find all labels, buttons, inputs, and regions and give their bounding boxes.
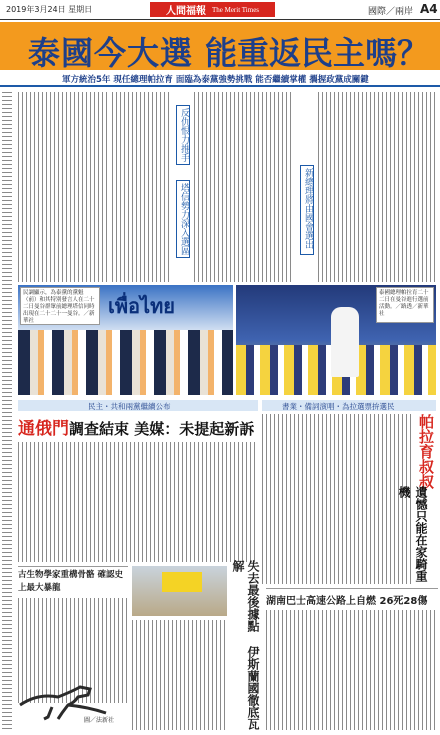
brand-en: The Merit Times [211, 5, 260, 14]
photo-left-caption-box [20, 287, 100, 325]
side-label-c-box [300, 165, 314, 255]
photo-left-caption: 民調顯示，為泰黨的黨魁（前）和其特別發言人在二十二日曼谷群眾前總理塔信同時出現在二十二十一曼谷。／新華社 [23, 290, 95, 324]
thai-kicker-bar [262, 400, 436, 411]
hunan-article-body [266, 610, 438, 730]
thai-side-headline-red: 帕拉育叔叔 [417, 414, 435, 489]
side-label-b: 塔信勢力深入選區 [179, 183, 189, 255]
subhead [0, 71, 440, 87]
side-label-b-box [176, 180, 190, 258]
isis-photo [132, 566, 227, 616]
thai-side-sub-box [396, 486, 428, 586]
headline-main-right: 能重返民主嗎？ [205, 34, 430, 72]
photo-right-caption: 泰國總理帕拉育二十二日在曼谷進行選前活動。／路透／新華社 [379, 290, 429, 317]
russia-kicker: 民主・共和兩黨繼續公布 [88, 402, 171, 411]
side-label-c: 新總理將由國會選出 [303, 168, 313, 249]
subhead-text: 軍方統治5年 現任總理帕拉育 面臨為泰黨強勢挑戰 能否繼續掌權 攜握政黨成關鍵 [62, 75, 369, 85]
hunan-headline: 湖南巴士高速公路上自燃 26死28傷 [266, 596, 428, 607]
top-left-narrow-column [2, 92, 12, 732]
dino-headline: 古生物學家重構骨骼 確認史上最大暴龍 [18, 570, 123, 593]
photo-left-banner: เพื่อไทย [108, 294, 175, 318]
speaker-figure [331, 307, 359, 377]
isis-flag [162, 572, 202, 592]
side-label-a-box [176, 105, 190, 165]
russia-kicker-bar [18, 400, 258, 411]
top-article-col-2 [112, 92, 172, 282]
issue-date: 2019年3月24日 星期日 [6, 5, 93, 14]
masthead [0, 0, 440, 20]
page-number: A4 [420, 2, 438, 16]
russia-headline [18, 414, 258, 438]
dino-headline-box [18, 566, 128, 596]
dino-photo-credit: 圖／法新社 [84, 717, 115, 724]
isis-headline: 失去最後據點 伊斯蘭國徹底瓦解 [231, 560, 260, 730]
photo-left [18, 285, 233, 395]
side-label-a: 反仇恨力推手 [179, 108, 189, 162]
thai-kicker: 書業・備詞演唱・為拉選票拚選民 [282, 402, 395, 411]
russia-headline-rest: 調查結束 美媒：未提起新訴 [69, 420, 255, 438]
isis-headline-box [230, 560, 262, 732]
crowd-left [18, 330, 233, 395]
photo-right-caption-box [376, 287, 434, 323]
photo-right [236, 285, 436, 395]
russia-headline-red: 通俄門 [18, 419, 69, 439]
thai-side-headline-rest: 遺憾只能在家騎重機 [397, 486, 428, 582]
headline-banner [0, 22, 440, 70]
headline-main-left: 泰國今大選 [28, 34, 194, 72]
top-article-col-1 [18, 92, 108, 282]
thai-side-body [262, 414, 414, 584]
section-name: 國際／兩岸 [368, 7, 414, 17]
brand-logo [150, 2, 275, 17]
russia-article-body [18, 442, 258, 562]
brand-cn: 人間福報 [165, 6, 206, 17]
top-article-col-3 [194, 92, 294, 282]
hunan-headline-box [266, 588, 438, 606]
isis-article-body [132, 620, 227, 730]
top-article-col-4 [318, 92, 436, 282]
